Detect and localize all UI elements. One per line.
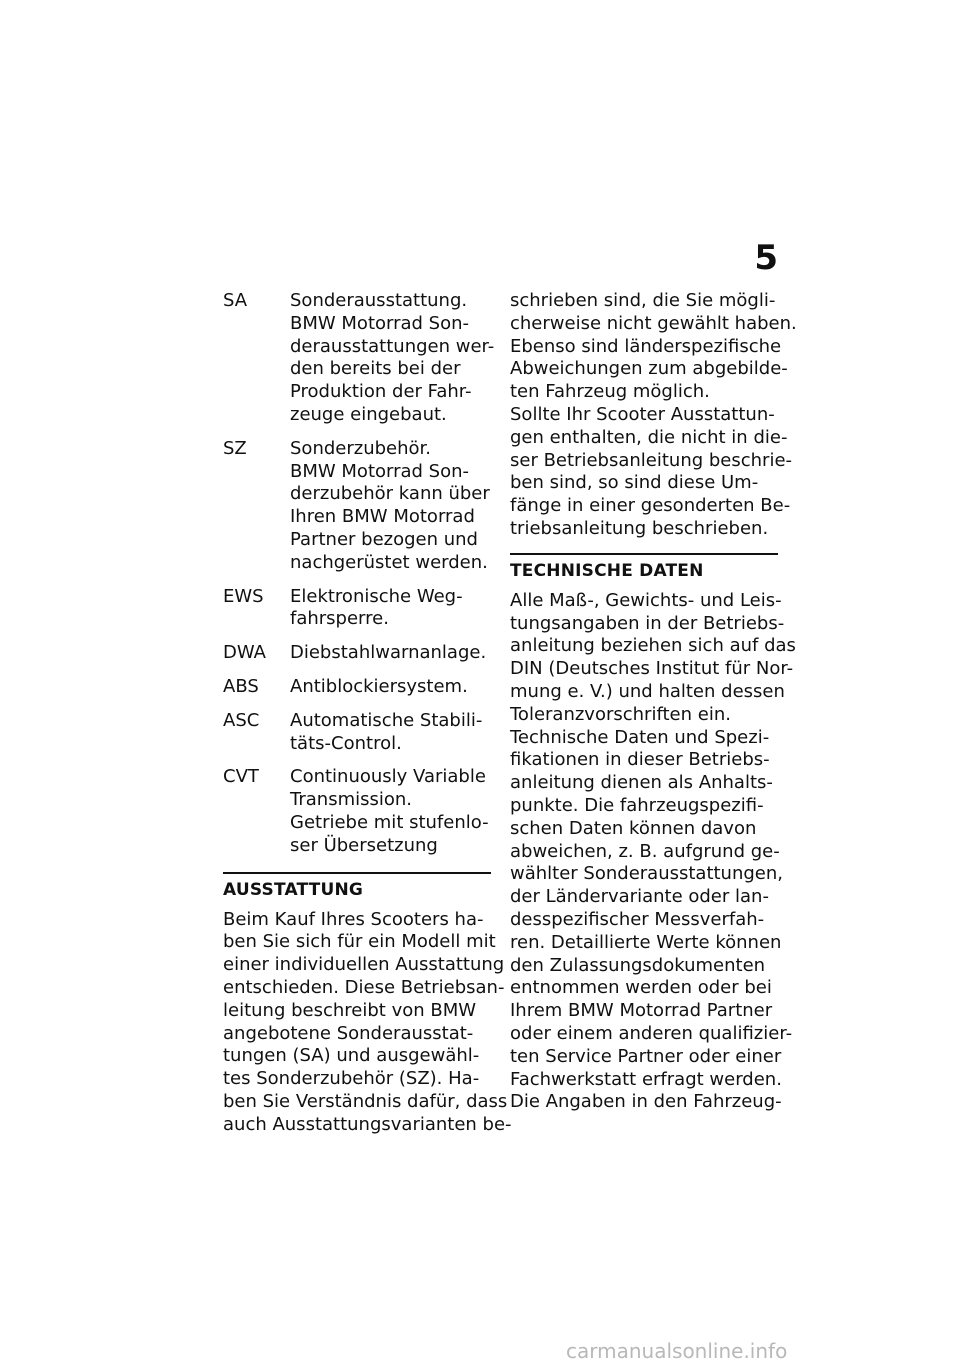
section-divider-technische-daten xyxy=(510,553,778,555)
text-line: ten Fahrzeug möglich. xyxy=(510,381,710,403)
text-line: Alle Maß-, Gewichts- und Leis- xyxy=(510,589,782,611)
abbreviation-item xyxy=(223,642,491,665)
text-line: Sonderausstattung. xyxy=(290,290,468,311)
text-line: Technische Daten und Spezi- xyxy=(510,726,770,748)
abbreviation-key: CVT xyxy=(223,766,259,788)
text-line: ser Übersetzung xyxy=(290,834,438,856)
text-line: tungen (SA) und ausgewähl- xyxy=(223,1045,480,1067)
abbreviation-key: SZ xyxy=(223,437,247,459)
text-line: den bereits bei der xyxy=(290,358,461,380)
text-line: schrieben sind, die Sie mögli- xyxy=(510,290,776,311)
text-line: Automatische Stabili- xyxy=(290,709,483,731)
text-line: ben Sie Verständnis dafür, dass xyxy=(223,1090,508,1112)
abbreviation-definition xyxy=(290,766,491,857)
text-line: wählter Sonderausstattungen, xyxy=(510,863,784,885)
text-line: Getriebe mit stufenlo- xyxy=(290,811,489,833)
text-line: angebotene Sonderausstat- xyxy=(223,1022,474,1044)
text-line: fänge in einer gesonderten Be- xyxy=(510,495,791,517)
text-line: gen enthalten, die nicht in die- xyxy=(510,426,788,448)
text-line: Beim Kauf Ihres Scooters ha- xyxy=(223,908,484,930)
text-line: fahrsperre. xyxy=(290,608,389,630)
abbreviation-list xyxy=(223,290,495,858)
text-line: tes Sonderzubehör (SZ). Ha- xyxy=(223,1068,480,1090)
abbreviation-item xyxy=(223,676,491,699)
continued-text xyxy=(510,290,797,541)
text-line: ser Betriebsanleitung beschrie- xyxy=(510,449,793,471)
text-line: täts-Control. xyxy=(290,732,402,754)
text-line: Ihrem BMW Motorrad Partner xyxy=(510,1000,773,1022)
text-line: Transmission. xyxy=(290,789,413,811)
text-line: anleitung dienen als Anhalts- xyxy=(510,772,773,794)
text-line: Die Angaben in den Fahrzeug- xyxy=(510,1091,782,1113)
text-line: Sonderzubehör. xyxy=(290,437,431,459)
text-line: schen Daten können davon xyxy=(510,817,757,839)
text-line: BMW Motorrad Son- xyxy=(290,312,470,334)
text-line: fikationen in dieser Betriebs- xyxy=(510,749,770,771)
text-line: Diebstahlwarnanlage. xyxy=(290,642,487,664)
section-heading-ausstattung: AUSSTATTUNG xyxy=(223,879,364,900)
watermark: carmanualsonline.info xyxy=(566,1339,788,1363)
text-line: Ebenso sind länderspezifische xyxy=(510,335,782,357)
text-line: BMW Motorrad Son- xyxy=(290,460,470,482)
abbreviation-item xyxy=(223,710,491,756)
section-heading-technische-daten: TECHNISCHE DATEN xyxy=(510,560,704,581)
ausstattung-text xyxy=(223,908,512,1137)
text-line: DIN (Deutsches Institut für Nor- xyxy=(510,658,794,680)
abbreviation-definition xyxy=(290,710,491,756)
text-line: Antiblockiersystem. xyxy=(290,675,468,697)
text-line: einer individuellen Ausstattung xyxy=(223,954,505,976)
left-column xyxy=(223,290,512,1137)
text-line: ten Service Partner oder einer xyxy=(510,1045,782,1067)
text-line: mung e. V.) und halten dessen xyxy=(510,680,785,702)
abbreviation-key: ABS xyxy=(223,675,259,697)
abbreviation-item xyxy=(223,586,491,632)
abbreviation-definition xyxy=(290,642,491,665)
section-divider-ausstattung xyxy=(223,872,491,874)
text-line: tungsangaben in der Betriebs- xyxy=(510,612,785,634)
text-line: den Zulassungsdokumenten xyxy=(510,954,766,976)
abbreviation-definition xyxy=(290,290,494,427)
right-column xyxy=(510,290,797,1114)
text-line: abweichen, z. B. aufgrund ge- xyxy=(510,840,780,862)
text-line: anleitung beziehen sich auf das xyxy=(510,635,796,657)
abbreviation-key: EWS xyxy=(223,585,264,607)
text-line: derzubehör kann über xyxy=(290,483,490,505)
text-line: Partner bezogen und xyxy=(290,528,478,550)
text-line: derausstattungen wer- xyxy=(290,335,495,357)
text-line: triebsanleitung beschrieben. xyxy=(510,517,769,539)
text-line: Abweichungen zum abgebilde- xyxy=(510,358,788,380)
text-line: Toleranzvorschriften ein. xyxy=(510,703,731,725)
abbreviation-definition xyxy=(290,586,491,632)
abbreviation-item xyxy=(223,438,491,575)
text-line: ren. Detaillierte Werte können xyxy=(510,931,782,953)
text-line: zeuge eingebaut. xyxy=(290,403,447,425)
text-line: punkte. Die fahrzeugspezifi- xyxy=(510,794,764,816)
abbreviation-item xyxy=(223,766,491,857)
page-number: 5 xyxy=(754,238,778,278)
text-line: oder einem anderen qualifizier- xyxy=(510,1022,793,1044)
text-line: auch Ausstattungsvarianten be- xyxy=(223,1113,512,1135)
text-line: cherweise nicht gewählt haben. xyxy=(510,312,797,334)
text-line: ben Sie sich für ein Modell mit xyxy=(223,931,496,953)
text-line: der Ländervariante oder lan- xyxy=(510,886,769,908)
text-line: Fachwerkstatt erfragt werden. xyxy=(510,1068,782,1090)
text-line: ben sind, so sind diese Um- xyxy=(510,472,759,494)
abbreviation-definition xyxy=(290,676,491,699)
text-line: leitung beschreibt von BMW xyxy=(223,999,477,1021)
text-line: nachgerüstet werden. xyxy=(290,551,488,573)
text-line: Ihren BMW Motorrad xyxy=(290,506,475,528)
technische-daten-text xyxy=(510,589,796,1114)
abbreviation-key: ASC xyxy=(223,709,260,731)
abbreviation-item xyxy=(223,290,495,427)
text-line: desspezifischer Messverfah- xyxy=(510,908,765,930)
text-line: entschieden. Diese Betriebsan- xyxy=(223,976,505,998)
abbreviation-key: DWA xyxy=(223,642,266,664)
text-line: Elektronische Weg- xyxy=(290,585,463,607)
text-line: Sollte Ihr Scooter Ausstattun- xyxy=(510,403,775,425)
text-line: Produktion der Fahr- xyxy=(290,381,472,403)
abbreviation-definition xyxy=(290,438,491,575)
text-line: Continuously Variable xyxy=(290,766,486,788)
abbreviation-key: SA xyxy=(223,290,248,311)
text-line: entnommen werden oder bei xyxy=(510,977,772,999)
